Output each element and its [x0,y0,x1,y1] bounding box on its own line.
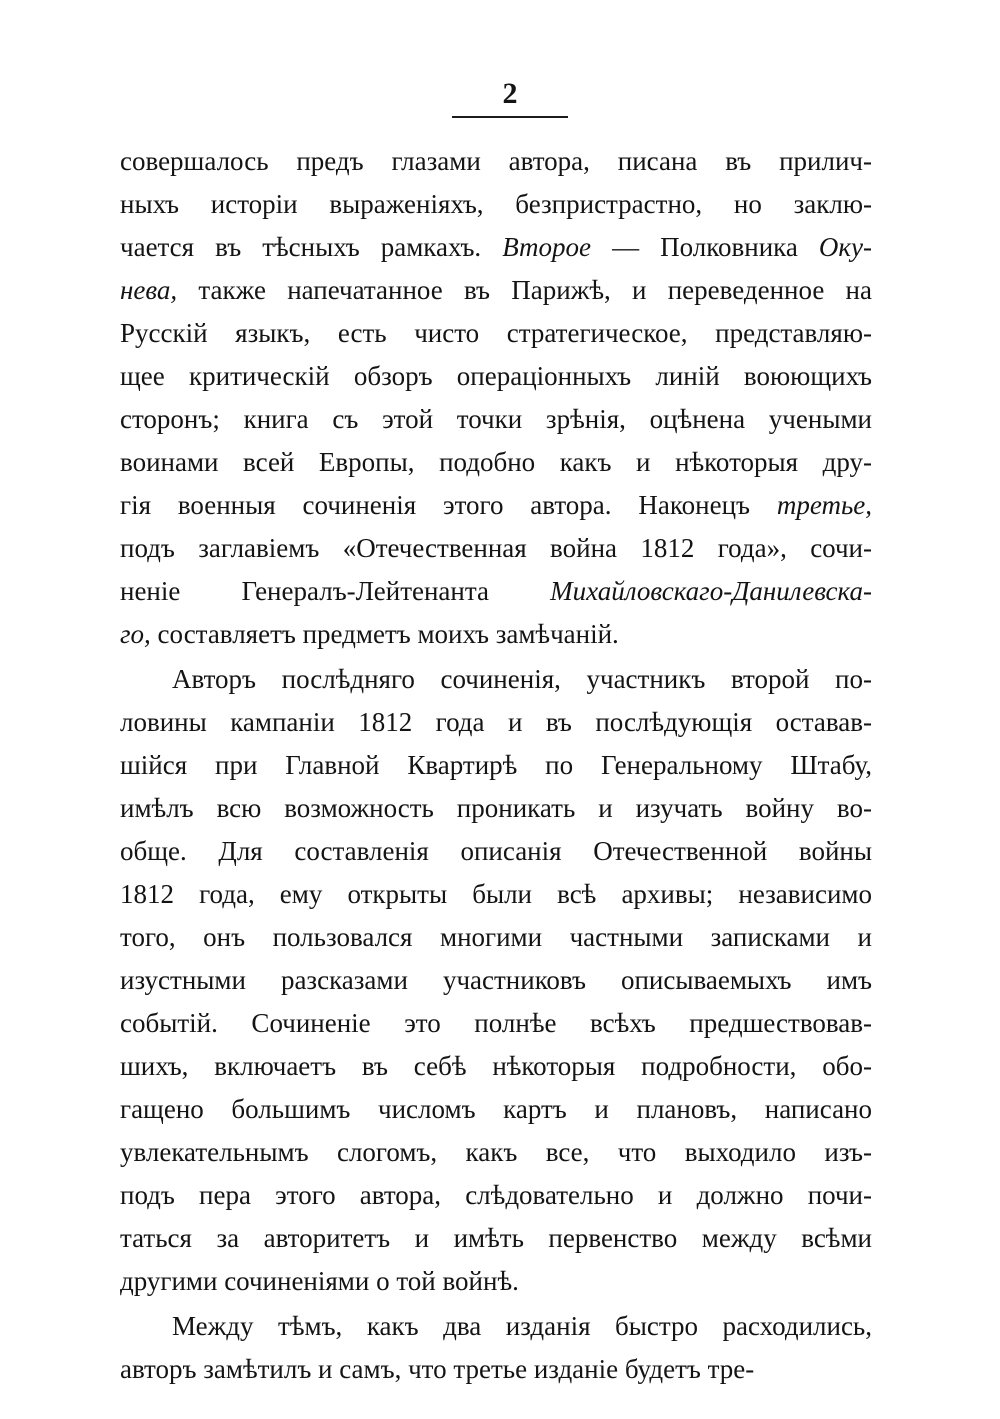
text-segment: 1812 года, ему открыты были всѣ архивы; независимо [120,879,872,909]
text-line [120,1088,872,1131]
italic-text: третье, [776,490,872,520]
text-line [120,398,872,441]
body-text [120,140,872,1391]
text-segment: Русскій языкъ, есть чисто стратегическое, представляю- [120,318,872,348]
text-segment: подъ пера этого автора, слѣдовательно и должно почи- [120,1180,872,1210]
text-segment: авторъ замѣтилъ и самъ, что третье изданіе будетъ тре- [120,1354,755,1384]
text-line [120,959,872,1002]
text-line [120,355,872,398]
text-segment: изустными разсказами участниковъ описываемыхъ имъ [120,965,872,995]
text-line [120,744,872,787]
text-segment: другими сочиненіями о той войнѣ. [120,1266,519,1296]
text-segment: шихъ, включаетъ въ себѣ нѣкоторыя подробности, обо- [120,1051,872,1081]
text-line [120,1131,872,1174]
text-segment: событій. Сочиненіе это полнѣе всѣхъ предшествовав- [120,1008,872,1038]
text-line [120,701,872,744]
text-line [120,916,872,959]
text-segment: подъ заглавіемъ «Отечественная война 1812 года», сочи- [120,533,872,563]
text-segment: таться за авторитетъ и имѣть первенство между всѣми [120,1223,872,1253]
text-line [120,1217,872,1260]
text-line [120,226,872,269]
text-segment: гащено большимъ числомъ картъ и плановъ, написано [120,1094,872,1124]
text-line [120,1260,872,1303]
text-segment: щее критическій обзоръ операціонныхъ линій воюющихъ [120,361,872,391]
text-line [120,1002,872,1045]
text-segment: неніе Генералъ-Лейтенанта [120,576,551,606]
text-line [120,1174,872,1217]
text-line [120,830,872,873]
paragraph [120,1305,872,1391]
text-segment: обще. Для составленія описанія Отечественной войны [120,836,872,866]
paragraph [120,658,872,1303]
text-segment: также напечатанное въ Парижѣ, и переведенное на [177,275,872,305]
text-segment: Между тѣмъ, какъ два изданія быстро расходились, [172,1311,872,1341]
text-segment: Авторъ послѣдняго сочиненія, участникъ второй по- [172,664,872,694]
text-line [120,183,872,226]
italic-text: Второе [502,232,592,262]
text-line [120,140,872,183]
text-line [120,1305,872,1348]
text-segment: чается въ тѣсныхъ рамкахъ. [120,232,503,262]
text-segment: шійся при Главной Квартирѣ по Генеральному Штабу, [120,750,872,780]
text-segment: имѣлъ всю возможность проникать и изучать войну во- [120,793,872,823]
text-line [120,1348,872,1391]
text-segment: сторонъ; книга съ этой точки зрѣнія, оцѣнена учеными [120,404,872,434]
text-segment: — Полковника [591,232,819,262]
text-segment: воинами всей Европы, подобно какъ и нѣкоторыя дру- [120,447,872,477]
page-number-rule [452,116,568,118]
text-segment: ныхъ исторіи выраженіяхъ, безпристрастно, но заклю- [120,189,872,219]
text-segment: увлекательнымъ слогомъ, какъ все, что выходило изъ- [120,1137,872,1167]
text-line [120,570,872,613]
text-segment: совершалось предъ глазами автора, писана въ прилич- [120,146,872,176]
paragraph [120,140,872,656]
italic-text: нева, [120,275,178,305]
text-line [120,787,872,830]
text-segment: гія военныя сочиненія этого автора. Наконецъ [120,490,777,520]
text-segment: того, онъ пользовался многими частными записками и [120,922,872,952]
text-segment: ловины кампаніи 1812 года и въ послѣдующія оставав- [120,707,872,737]
italic-text: Оку- [818,232,872,262]
text-line [120,613,872,656]
text-line [120,527,872,570]
page-number: 2 [502,77,518,110]
text-line [120,312,872,355]
italic-text: го, [120,619,151,649]
text-line [120,1045,872,1088]
text-line [120,873,872,916]
text-line [120,441,872,484]
text-line [120,658,872,701]
text-segment: составляетъ предметъ моихъ замѣчаній. [150,619,619,649]
text-line [120,484,872,527]
text-line [120,269,872,312]
italic-text: Михайловскаго-Данилевска- [550,576,872,606]
